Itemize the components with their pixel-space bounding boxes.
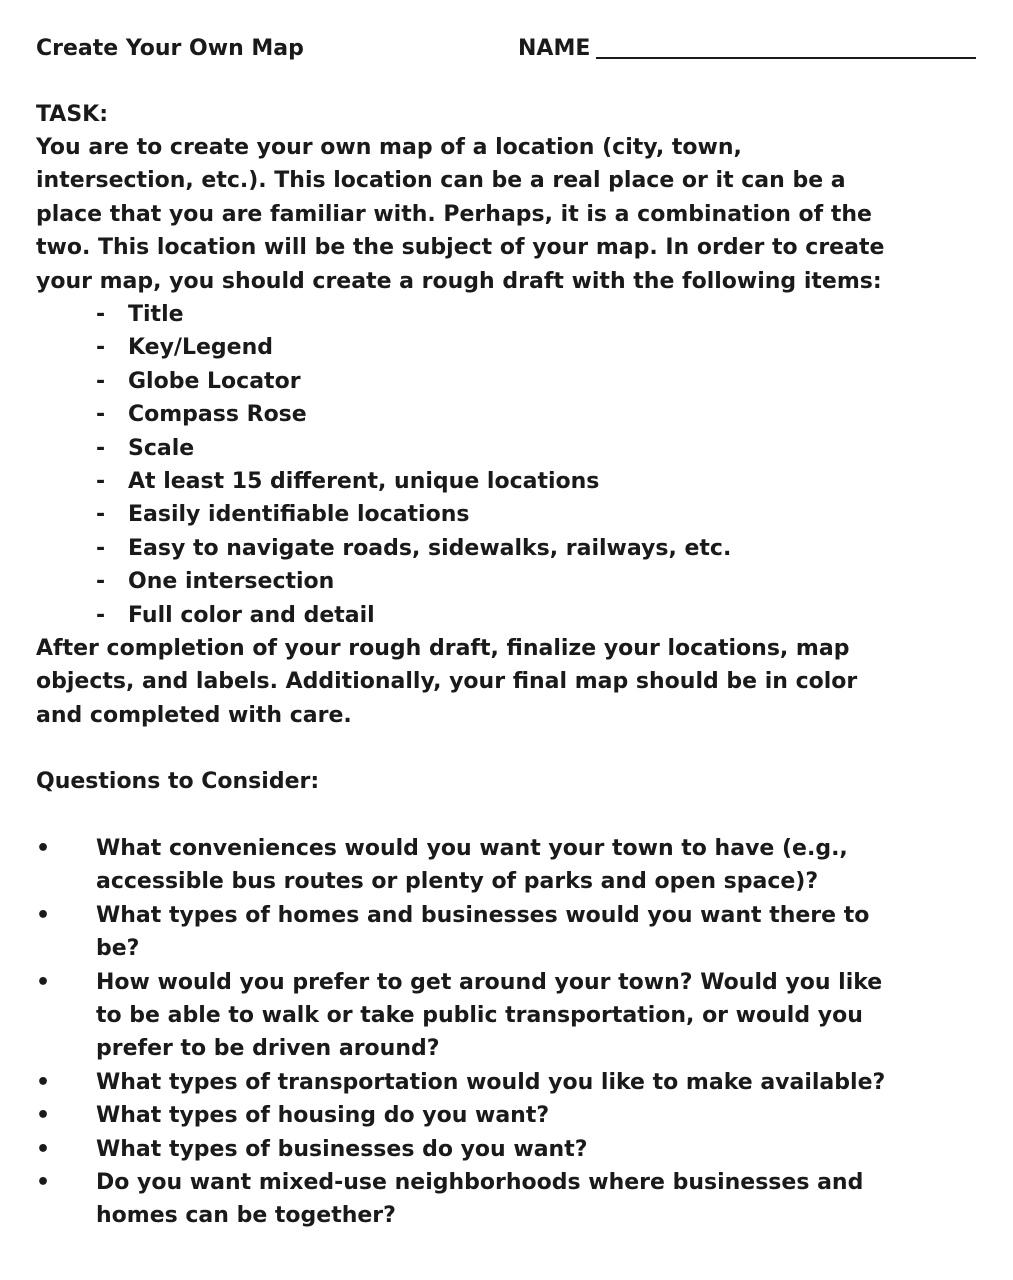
task-paragraph — [36, 131, 996, 298]
question-line: prefer to be driven around? — [96, 1036, 440, 1062]
list-item-text: Full color and detail — [128, 602, 375, 628]
paragraph-line: place that you are familiar with. Perhaps, it is a combination of the — [36, 201, 872, 227]
dash-marker: - — [96, 335, 106, 361]
question-line: What types of homes and businesses would you want there to — [96, 902, 870, 928]
list-item — [96, 398, 731, 431]
list-item — [96, 331, 731, 364]
list-item — [96, 565, 731, 598]
list-item — [96, 498, 731, 531]
questions-list — [36, 832, 986, 1233]
question-line: How would you prefer to get around your town? Would you like — [96, 969, 883, 995]
dash-marker: - — [96, 469, 106, 495]
page-title: Create Your Own Map — [36, 36, 304, 61]
question-item — [36, 832, 986, 899]
bullet-marker: • — [36, 1136, 51, 1162]
paragraph-line: objects, and labels. Additionally, your final map should be in color — [36, 669, 858, 695]
question-line: homes can be together? — [96, 1203, 396, 1229]
list-item — [96, 599, 731, 632]
question-item — [36, 1133, 986, 1166]
list-item-text: One intersection — [128, 569, 335, 595]
list-item — [96, 432, 731, 465]
dash-marker: - — [96, 502, 106, 528]
dash-marker: - — [96, 535, 106, 561]
paragraph-line: intersection, etc.). This location can be a real place or it can be a — [36, 168, 846, 194]
bullet-marker: • — [36, 1170, 51, 1196]
paragraph-line: You are to create your own map of a location (city, town, — [36, 135, 742, 160]
paragraph-line: two. This location will be the subject of your map. In order to create — [36, 235, 885, 261]
dash-marker: - — [96, 569, 106, 595]
question-line: What types of housing do you want? — [96, 1103, 550, 1129]
paragraph-line: After completion of your rough draft, finalize your locations, map — [36, 636, 850, 661]
question-line: be? — [96, 936, 140, 962]
worksheet-header — [36, 32, 986, 66]
dash-marker: - — [96, 368, 106, 394]
bullet-marker: • — [36, 836, 51, 861]
dash-marker: - — [96, 402, 106, 428]
list-item-text: Easily identifiable locations — [128, 502, 470, 528]
question-line: What types of businesses do you want? — [96, 1136, 588, 1162]
questions-heading: Questions to Consider: — [36, 769, 320, 794]
list-item-text: Scale — [128, 435, 195, 461]
question-line: accessible bus routes or plenty of parks and open space)? — [96, 869, 819, 895]
question-line: to be able to walk or take public transportation, or would you — [96, 1003, 863, 1029]
list-item-text: Title — [128, 302, 184, 327]
bullet-marker: • — [36, 1103, 51, 1129]
list-item-text: Compass Rose — [128, 402, 307, 428]
dash-marker: - — [96, 302, 106, 327]
list-item — [96, 465, 731, 498]
name-blank-line — [596, 57, 976, 59]
question-item — [36, 966, 986, 1066]
required-items-list — [96, 298, 731, 632]
completion-paragraph — [36, 632, 996, 732]
list-item — [96, 365, 731, 398]
bullet-marker: • — [36, 902, 51, 928]
question-item — [36, 899, 986, 966]
name-label: NAME — [518, 36, 591, 61]
dash-marker: - — [96, 435, 106, 461]
question-line: Do you want mixed-use neighborhoods where businesses and — [96, 1170, 864, 1196]
question-item — [36, 1066, 986, 1099]
task-heading: TASK: — [36, 102, 109, 127]
dash-marker: - — [96, 602, 106, 628]
question-item — [36, 1166, 986, 1233]
question-line: What conveniences would you want your town to have (e.g., — [96, 836, 848, 861]
list-item — [96, 532, 731, 565]
bullet-marker: • — [36, 969, 51, 995]
bullet-marker: • — [36, 1069, 51, 1095]
list-item-text: Easy to navigate roads, sidewalks, railways, etc. — [128, 535, 732, 561]
paragraph-line: your map, you should create a rough draft with the following items: — [36, 268, 882, 294]
question-line: What types of transportation would you like to make available? — [96, 1069, 886, 1095]
paragraph-line: and completed with care. — [36, 702, 352, 728]
list-item-text: Globe Locator — [128, 368, 301, 394]
list-item — [96, 298, 731, 331]
question-item — [36, 1099, 986, 1132]
list-item-text: At least 15 different, unique locations — [128, 469, 600, 495]
list-item-text: Key/Legend — [128, 335, 273, 361]
